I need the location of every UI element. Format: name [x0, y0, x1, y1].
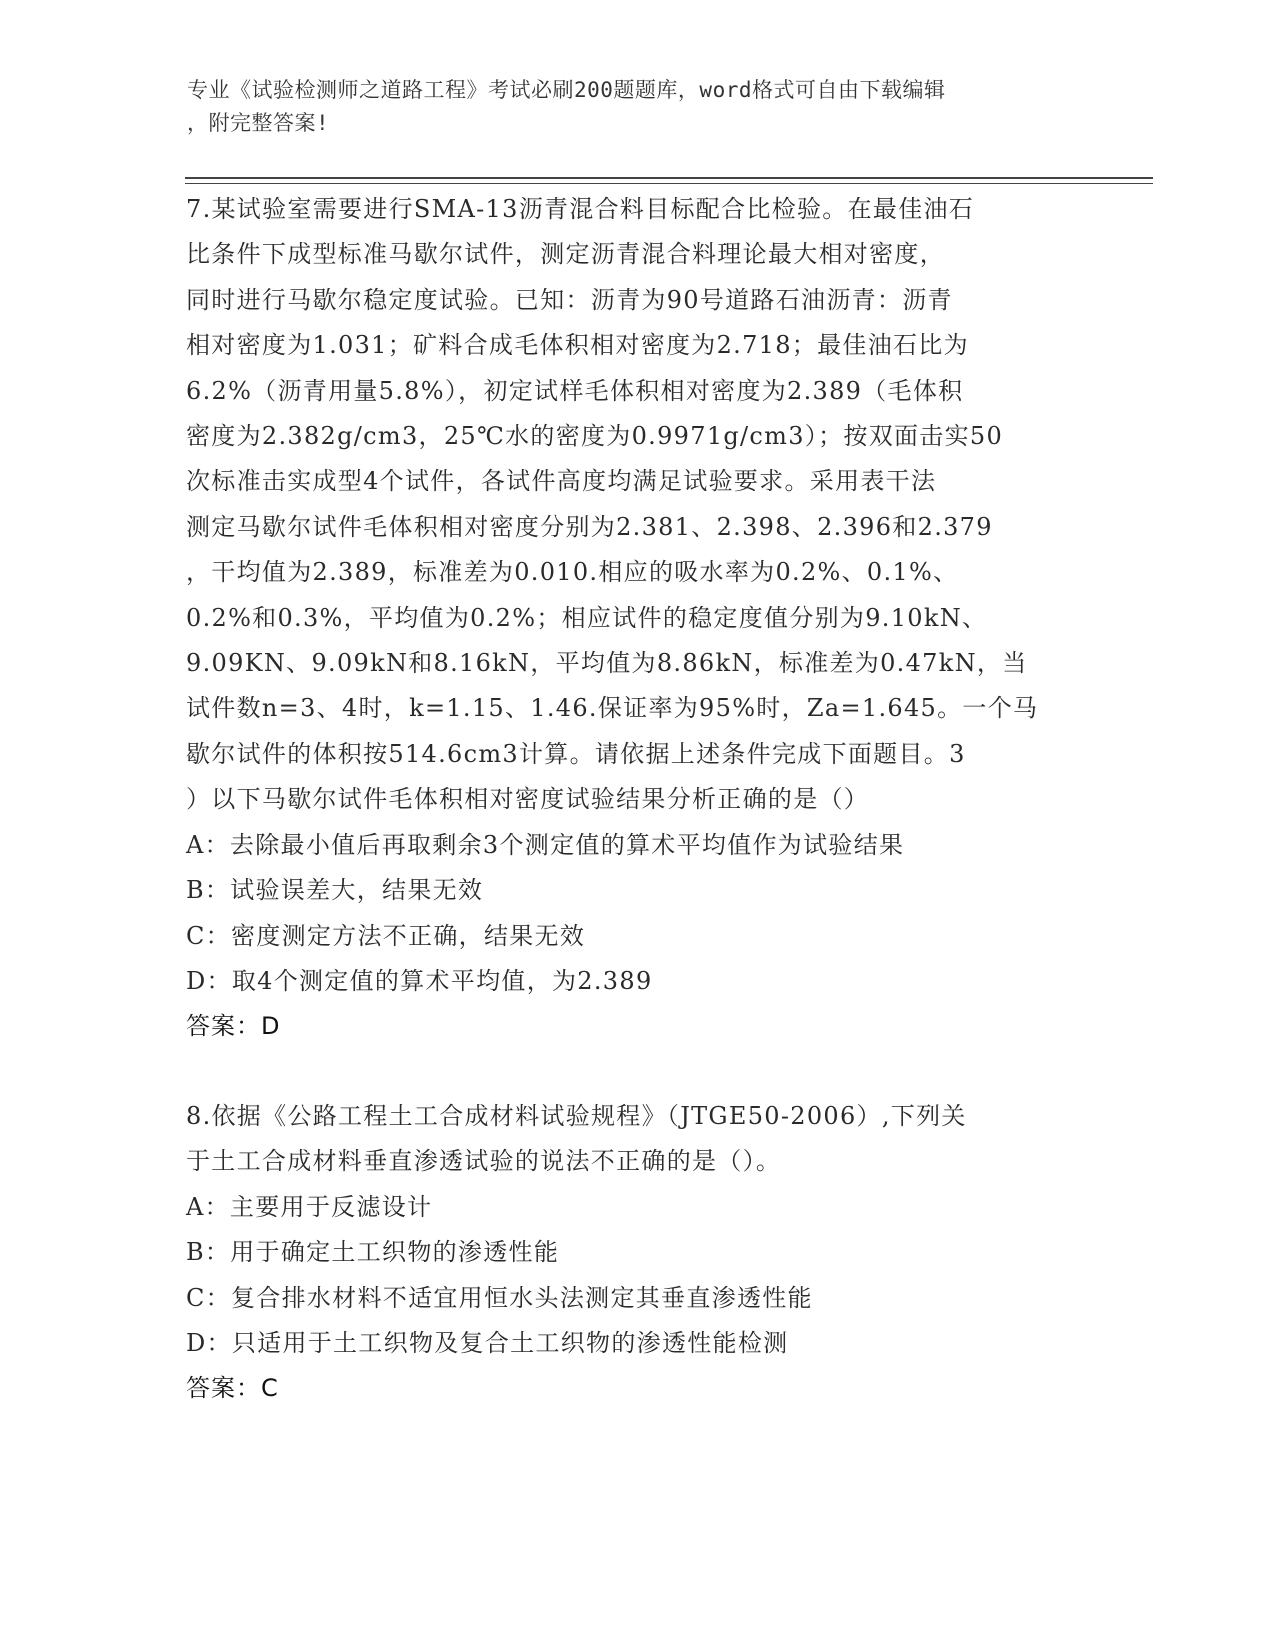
option-a: A：去除最小值后再取剩余3个测定值的算术平均值作为试验结果: [186, 830, 905, 859]
question-text-line: 密度为2.382g/cm3，25℃水的密度为0.9971g/cm3）；按双面击实50: [186, 422, 1004, 451]
option-b: B：用于确定土工织物的渗透性能: [186, 1238, 560, 1267]
question-8: [186, 1094, 1086, 1412]
option-d: D：只适用于土工织物及复合土工织物的渗透性能检测: [186, 1329, 789, 1358]
question-text-line: 6.2%（沥青用量5.8%），初定试样毛体积相对密度为2.389（毛体积: [186, 376, 964, 405]
question-text-line: 测定马歇尔试件毛体积相对密度分别为2.381、2.398、2.396和2.379: [186, 512, 993, 541]
answer-label: 答案：C: [186, 1374, 279, 1403]
question-text-line: 0.2%和0.3%，平均值为0.2%；相应试件的稳定度值分别为9.10kN、: [186, 603, 988, 632]
question-text-line: 7.某试验室需要进行SMA-13沥青混合料目标配合比检验。在最佳油石: [186, 195, 975, 223]
header-line-2: ，附完整答案!: [187, 111, 330, 135]
question-text-line: 8.依据《公路工程土工合成材料试验规程》（JTGE50-2006）,下列关: [186, 1102, 967, 1130]
option-d: D：取4个测定值的算术平均值，为2.389: [186, 966, 653, 995]
question-text-line: 比条件下成型标准马歇尔试件，测定沥青混合料理论最大相对密度，: [186, 240, 945, 269]
header-divider-thick: [185, 177, 1153, 179]
question-text-line: 同时进行马歇尔稳定度试验。已知：沥青为90号道路石油沥青：沥青: [186, 285, 953, 314]
option-c: C：密度测定方法不正确，结果无效: [186, 921, 586, 950]
question-text-line: 相对密度为1.031；矿料合成毛体积相对密度为2.718；最佳油石比为: [186, 331, 969, 360]
page-header: [187, 74, 1067, 140]
question-text-line: 9.09KN、9.09kN和8.16kN，平均值为8.86kN，标准差为0.47kN，当: [186, 649, 1028, 678]
option-b: B：试验误差大，结果无效: [186, 876, 484, 905]
option-c: C：复合排水材料不适宜用恒水头法测定其垂直渗透性能: [186, 1283, 813, 1312]
question-text-line: 歇尔试件的体积按514.6cm3计算。请依据上述条件完成下面题目。3: [186, 739, 966, 768]
option-a: A：主要用于反滤设计: [186, 1192, 433, 1221]
question-text-line: 次标准击实成型4个试件，各试件高度均满足试验要求。采用表干法: [186, 467, 937, 496]
question-text-line: ，干均值为2.389，标准差为0.010.相应的吸水率为0.2%、0.1%、: [186, 558, 959, 587]
header-divider-thin: [185, 183, 1153, 184]
question-text-line: 于土工合成材料垂直渗透试验的说法不正确的是（）。: [186, 1147, 782, 1176]
question-text-line: 试件数n=3、4时，k=1.15、1.46.保证率为95%时，Za=1.645。一个马: [186, 694, 1039, 723]
header-line-1: 专业《试验检测师之道路工程》考试必刷200题题库，word格式可自由下载编辑: [187, 78, 946, 102]
question-text-line: ）以下马歇尔试件毛体积相对密度试验结果分析正确的是（）: [186, 785, 870, 814]
answer-label: 答案：D: [186, 1012, 281, 1041]
question-7: [186, 187, 1086, 1050]
